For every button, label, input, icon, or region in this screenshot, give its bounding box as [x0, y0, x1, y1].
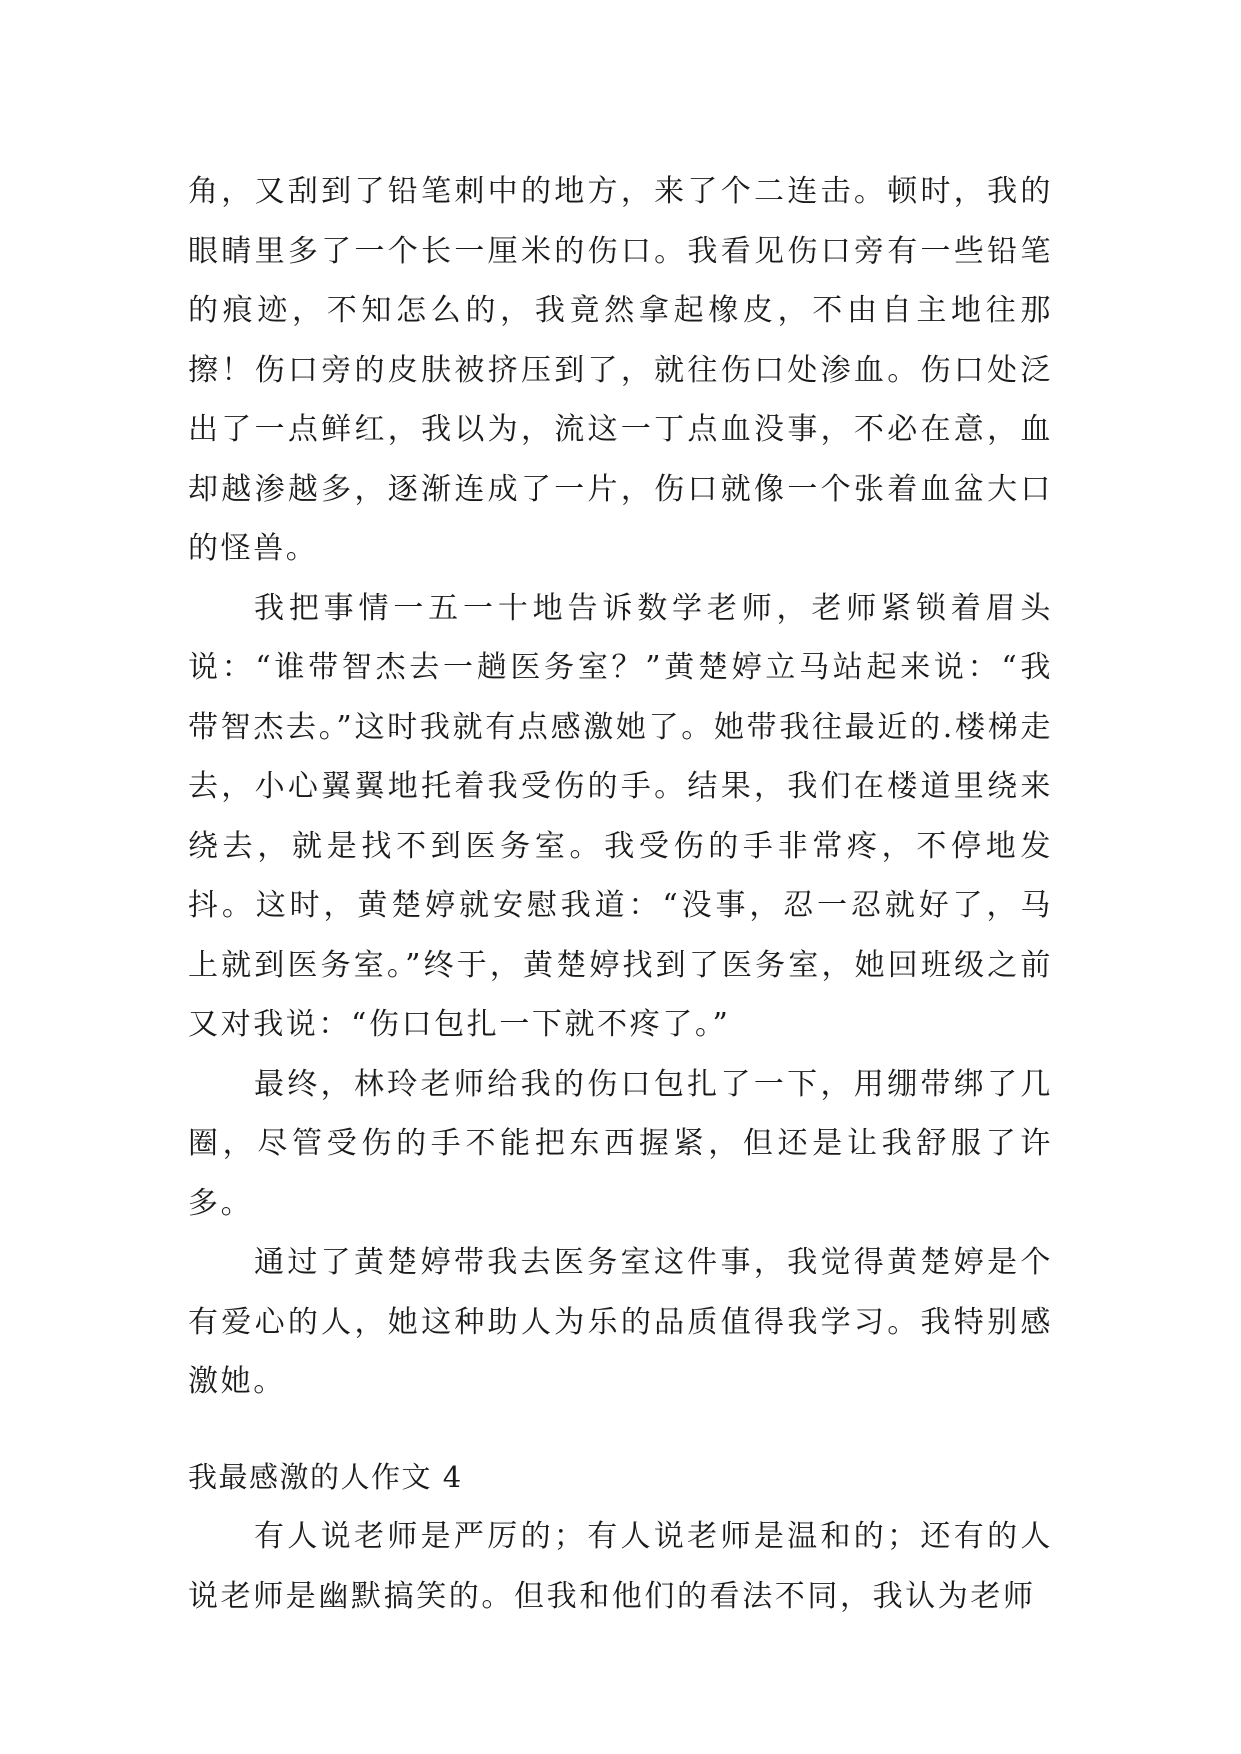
- paragraph: 最终，林玲老师给我的伤口包扎了一下，用绷带绑了几圈，尽管受伤的手不能把东西握紧，但还是让我舒服了许多。: [188, 1066, 1053, 1221]
- paragraph-continued: 角，又刮到了铅笔刺中的地方，来了个二连击。顿时，我的眼睛里多了一个长一厘米的伤口。我看见伤口旁有一些铅笔的痕迹，不知怎么的，我竟然拿起橡皮，不由自主地往那擦！伤口旁的皮肤被挤压到了，就往伤口处渗血。伤口处泛出了一点鲜红，我以为，流这一丁点血没事，不必在意，血却越渗越多，逐渐连成了一片，伤口就像一个张着血盆大口的怪兽。: [188, 174, 1053, 566]
- paragraph: 有人说老师是严厉的；有人说老师是温和的；还有的人说老师是幽默搞笑的。但我和他们的看法不同，我认为老师: [188, 1519, 1053, 1614]
- paragraph: 我把事情一五一十地告诉数学老师，老师紧锁着眉头说：“谁带智杰去一趟医务室？”黄楚婷立马站起来说：“我带智杰去。”这时我就有点感激她了。她带我往最近的.楼梯走去，小心翼翼地托着我受伤的手。结果，我们在楼道里绕来绕去，就是找不到医务室。我受伤的手非常疼，不停地发抖。这时，黄楚婷就安慰我道：“没事，忍一忍就好了，马上就到医务室。”终于，黄楚婷找到了医务室，她回班级之前又对我说：“伤口包扎一下就不疼了。”: [188, 590, 1053, 1042]
- section-title: 我最感激的人作文 4: [188, 1459, 463, 1494]
- paragraph: 通过了黄楚婷带我去医务室这件事，我觉得黄楚婷是个有爱心的人，她这种助人为乐的品质值得我学习。我特别感激她。: [188, 1245, 1053, 1399]
- document-body: [188, 162, 1053, 1626]
